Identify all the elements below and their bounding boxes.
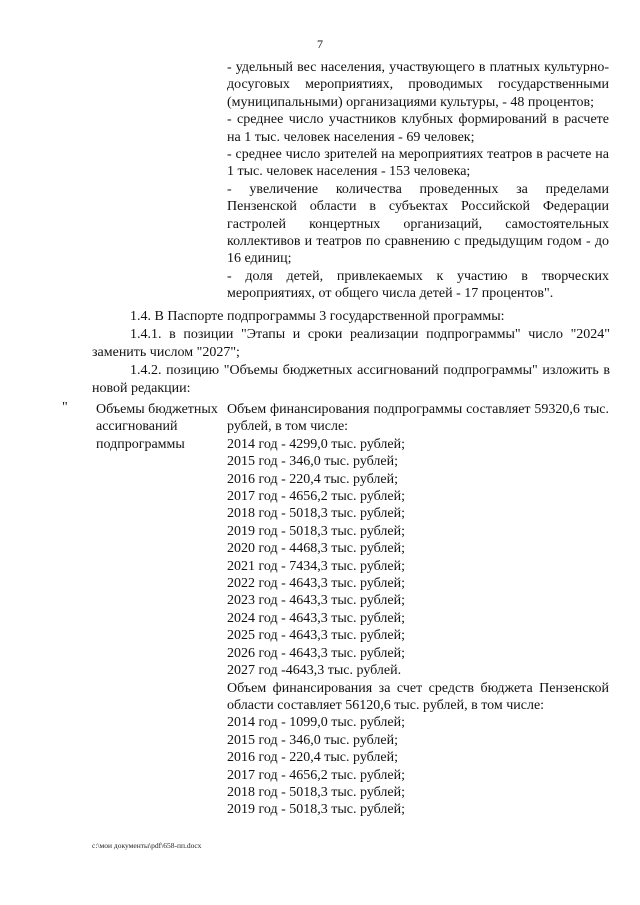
regional-year-line: 2018 год - 5018,3 тыс. рублей; — [227, 784, 406, 800]
budget-table-label: Объемы бюджетных ассигнований подпрограммы — [96, 402, 218, 452]
indicator-item: - среднее число зрителей на мероприятиях театров в расчете на 1 тыс. человек населения - 153 человека; — [227, 147, 609, 180]
total-financing-intro: Объем финансирования подпрограммы составляет 59320,6 тыс. рублей, в том числе: — [227, 402, 609, 435]
total-year-line: 2018 год - 5018,3 тыс. рублей; — [227, 506, 406, 522]
regional-year-line: 2014 год - 1099,0 тыс. рублей; — [227, 715, 406, 731]
total-year-line: 2026 год - 4643,3 тыс. рублей; — [227, 645, 406, 661]
total-year-line: 2019 год - 5018,3 тыс. рублей; — [227, 523, 406, 539]
total-year-line: 2027 год -4643,3 тыс. рублей. — [227, 663, 402, 679]
paragraph-1-4-2: 1.4.2. позицию "Объемы бюджетных ассигнований подпрограммы" изложить в новой редакции: — [92, 363, 610, 396]
indicator-item: - доля детей, привлекаемых к участию в творческих мероприятиях, от общего числа детей - 17 процентов". — [227, 268, 609, 302]
indicator-list — [227, 59, 609, 303]
total-year-line: 2023 год - 4643,3 тыс. рублей; — [227, 593, 406, 609]
total-year-line: 2016 год - 220,4 тыс. рублей; — [227, 471, 399, 487]
regional-year-line: 2015 год - 346,0 тыс. рублей; — [227, 732, 399, 748]
budget-table-value — [227, 401, 609, 819]
paragraph-1-4-1: 1.4.1. в позиции "Этапы и сроки реализации подпрограммы" число "2024" заменить числом "2027"; — [92, 327, 610, 360]
indicator-item: - среднее число участников клубных формирований в расчете на 1 тыс. человек населения - 69 человек; — [227, 112, 609, 145]
total-year-line: 2017 год - 4656,2 тыс. рублей; — [227, 489, 406, 505]
regional-year-line: 2017 год - 4656,2 тыс. рублей; — [227, 767, 406, 783]
regional-year-line: 2016 год - 220,4 тыс. рублей; — [227, 750, 399, 766]
page-number: 7 — [317, 37, 323, 51]
total-year-line: 2015 год - 346,0 тыс. рублей; — [227, 454, 399, 470]
total-year-line: 2025 год - 4643,3 тыс. рублей; — [227, 628, 406, 644]
total-year-line: 2020 год - 4468,3 тыс. рублей; — [227, 541, 406, 557]
paragraph-1-4: 1.4. В Паспорте подпрограммы 3 государственной программы: — [130, 309, 505, 324]
total-year-line: 2021 год - 7434,3 тыс. рублей; — [227, 558, 406, 574]
opening-quote: " — [62, 400, 68, 415]
regional-year-line: 2019 год - 5018,3 тыс. рублей; — [227, 802, 406, 818]
total-year-line: 2024 год - 4643,3 тыс. рублей; — [227, 610, 406, 626]
total-year-line: 2022 год - 4643,3 тыс. рублей; — [227, 576, 406, 592]
footer-file-path: c:\мои документы\pdf\658-пп.docx — [92, 841, 202, 850]
total-year-line: 2014 год - 4299,0 тыс. рублей; — [227, 436, 406, 452]
indicator-item: - удельный вес населения, участвующего в платных культурно-досуговых мероприятиях, проводимых государственными (муниципальными) организациями культуры, - 48 процентов; — [227, 60, 609, 110]
indicator-item: - увеличение количества проведенных за пределами Пензенской области в субъектах Российской Федерации гастролей концертных организаций, самостоятельных коллективов и театров по сравнению с предыдущим годом - до 16 единиц; — [227, 181, 609, 267]
regional-financing-intro: Объем финансирования за счет средств бюджета Пензенской области составляет 56120,6 тыс. рублей, в том числе: — [227, 680, 609, 713]
